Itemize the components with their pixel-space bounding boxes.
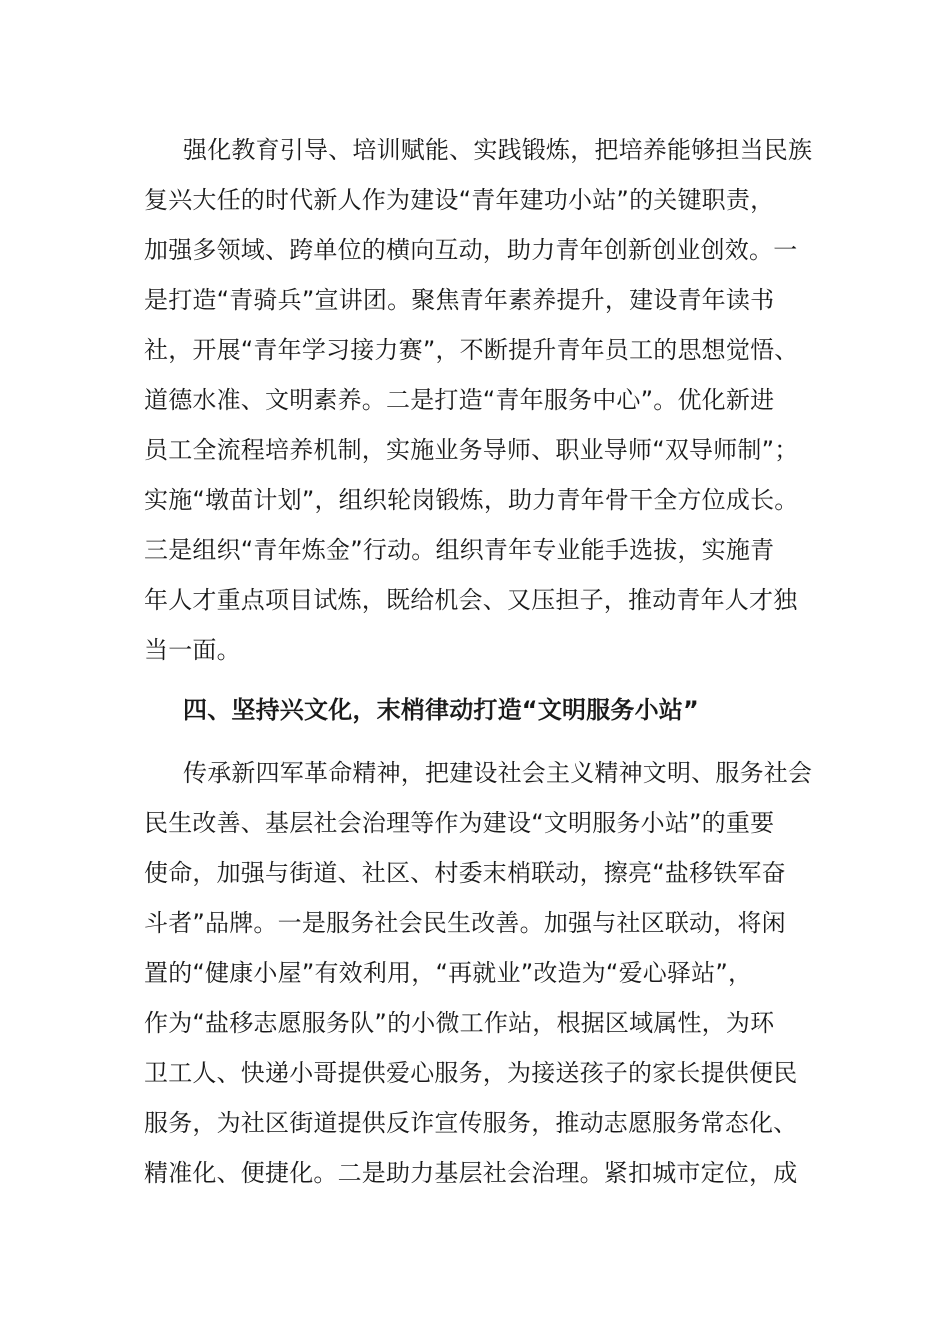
paragraph1-line-11: 当一面。	[144, 636, 241, 664]
paragraph1-line-1: 强化教育引导、培训赋能、实践锻炼，把培养能够担当民族	[183, 136, 813, 164]
paragraph2-line-1: 传承新四军革命精神，把建设社会主义精神文明、服务社会	[183, 759, 813, 787]
paragraph1-line-3: 加强多领域、跨单位的横向互动，助力青年创新创业创效。一	[144, 236, 798, 264]
paragraph2-line-7: 卫工人、快递小哥提供爱心服务，为接送孩子的家长提供便民	[144, 1059, 798, 1087]
paragraph2-line-8: 服务，为社区街道提供反诈宣传服务，推动志愿服务常态化、	[144, 1109, 798, 1137]
paragraph1-line-6: 道德水准、文明素养。二是打造“青年服务中心”。优化新进	[144, 386, 775, 414]
paragraph2-line-4: 斗者”品牌。一是服务社会民生改善。加强与社区联动，将闲	[144, 909, 786, 937]
paragraph1-line-9: 三是组织“青年炼金”行动。组织青年专业能手选拔，实施青	[144, 536, 775, 564]
paragraph1-line-5: 社，开展“青年学习接力赛”，不断提升青年员工的思想觉悟、	[144, 336, 799, 364]
paragraph1-line-10: 年人才重点项目试炼，既给机会、又压担子，推动青年人才独	[144, 586, 798, 614]
paragraph1-line-8: 实施“墩苗计划”，组织轮岗锻炼，助力青年骨干全方位成长。	[144, 486, 799, 514]
paragraph1-line-4: 是打造“青骑兵”宣讲团。聚焦青年素养提升，建设青年读书	[144, 286, 775, 314]
paragraph2-line-3: 使命，加强与街道、社区、村委末梢联动，擦亮“盐移铁军奋	[144, 859, 786, 887]
paragraph2-line-9: 精准化、便捷化。二是助力基层社会治理。紧扣城市定位，成	[144, 1159, 798, 1187]
paragraph2-line-2: 民生改善、基层社会治理等作为建设“文明服务小站”的重要	[144, 809, 775, 837]
paragraph1-line-2: 复兴大任的时代新人作为建设“青年建功小站”的关键职责，	[144, 186, 775, 214]
paragraph2-line-6: 作为“盐移志愿服务队”的小微工作站，根据区域属性，为环	[144, 1009, 775, 1037]
paragraph2-line-5: 置的“健康小屋”有效利用，“再就业”改造为“爱心驿站”，	[144, 959, 753, 987]
section-heading: 四、坚持兴文化，末梢律动打造“文明服务小站”	[183, 696, 699, 724]
paragraph1-line-7: 员工全流程培养机制，实施业务导师、职业导师“双导师制”；	[144, 436, 799, 464]
